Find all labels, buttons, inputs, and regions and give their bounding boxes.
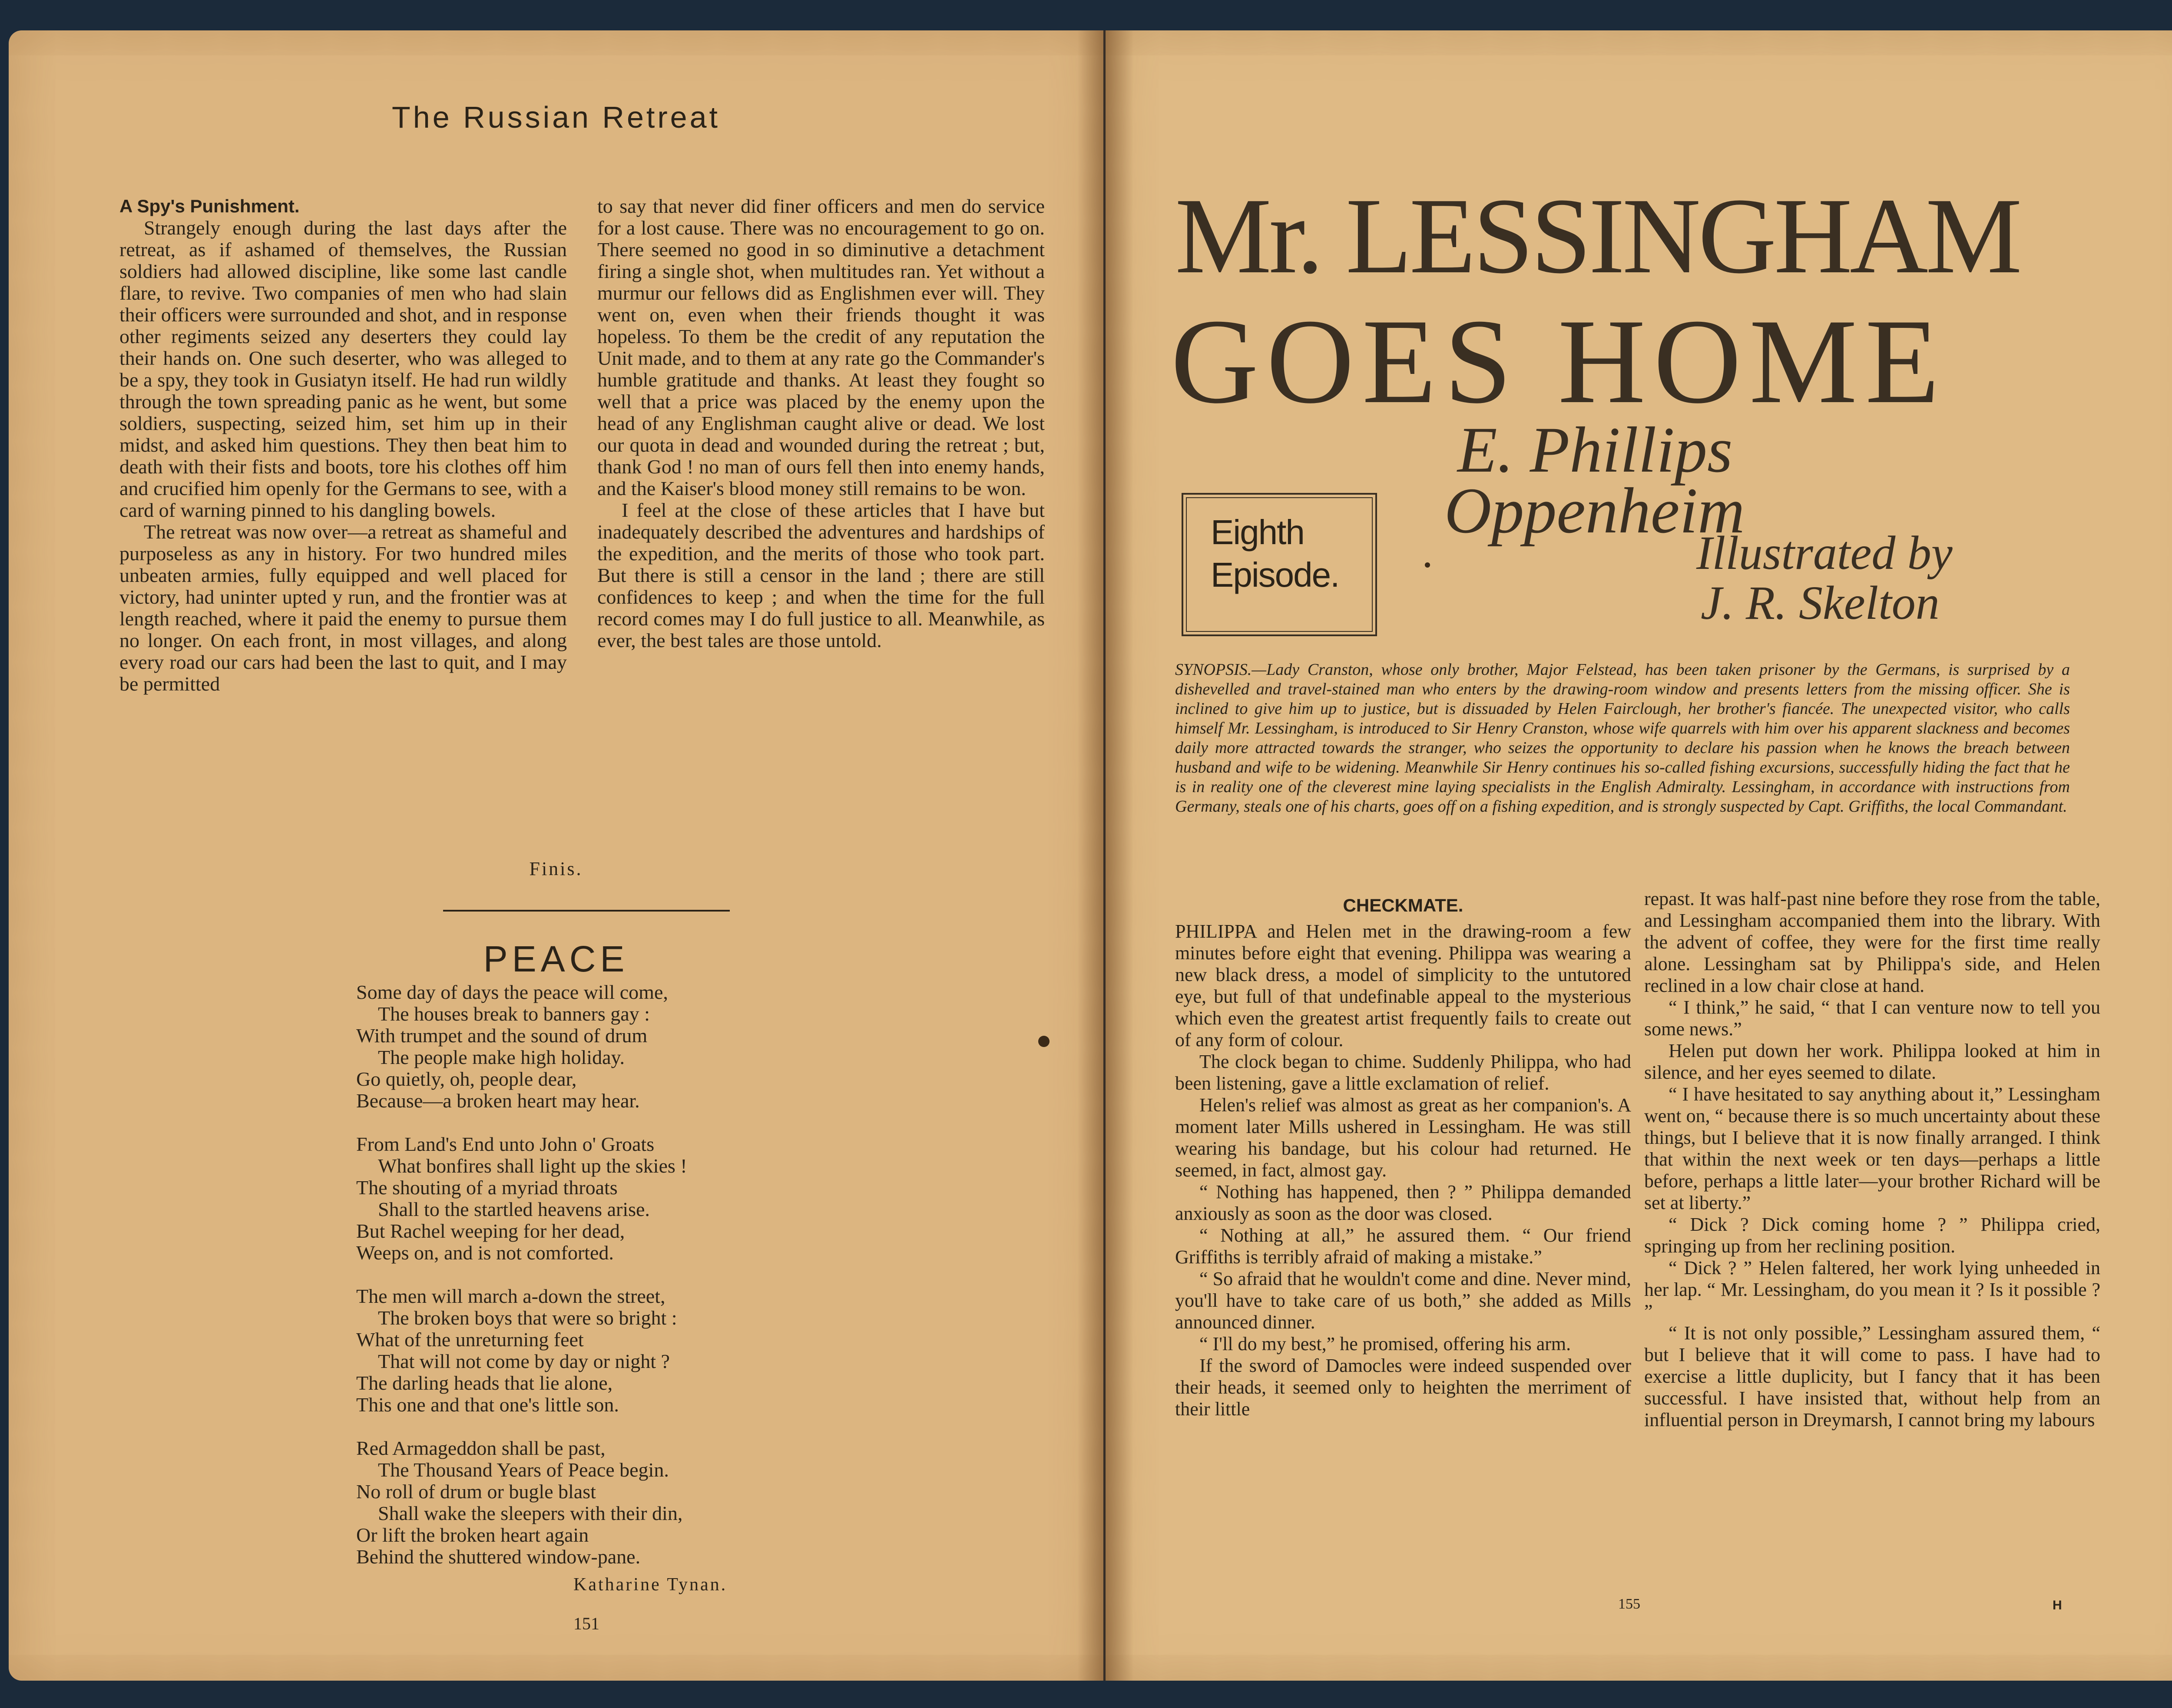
story-column-2 [1644, 888, 2100, 1431]
author-last-name: Oppenheim [1444, 475, 1745, 547]
paragraph: “ Nothing at all,” he assured them. “ Our friend Griffiths is terribly afraid of making a mistake.” [1175, 1225, 1631, 1268]
paragraph: I feel at the close of these articles that I have but inadequately described the adventures and hardships of the expedition, and the merits of those who took part. But there is still a censor in the land ; there are still confidences to keep ; and when the time for the full record comes may I do full justice to all. Meanwhile, as ever, the best tales are those untold. [597, 499, 1045, 651]
signature-mark: H [2053, 1598, 2062, 1612]
poem-author: Katharine Tynan. [573, 1575, 728, 1595]
article-column-1 [119, 195, 567, 695]
poem-line: But Rachel weeping for her dead, [356, 1220, 625, 1242]
episode-box [1182, 493, 1377, 636]
poem-line: With trumpet and the sound of drum [356, 1024, 648, 1047]
poem-line: The darling heads that lie alone, [356, 1372, 613, 1394]
poem-line: Shall to the startled heavens arise. [378, 1198, 650, 1220]
paragraph: The clock began to chime. Suddenly Philippa, who had been listening, gave a little exclamation of relief. [1175, 1051, 1631, 1094]
episode-line-1: Eighth [1211, 513, 1304, 552]
poem-line: The houses break to banners gay : [378, 1003, 650, 1025]
poem-line: What bonfires shall light up the skies ! [378, 1155, 687, 1177]
paragraph: “ Dick ? ” Helen faltered, her work lying unheeded in her lap. “ Mr. Lessingham, do you mean it ? Is it possible ? ” [1644, 1257, 2100, 1322]
poem-line: From Land's End unto John o' Groats [356, 1133, 655, 1155]
poem-line: Go quietly, oh, people dear, [356, 1068, 577, 1090]
poem-line: The people make high holiday. [378, 1046, 625, 1068]
poem-title: PEACE [483, 938, 629, 979]
poem-line: Or lift the broken heart again [356, 1524, 589, 1546]
paragraph: repast. It was half-past nine before they rose from the table, and Lessingham accompanied them into the library. With the advent of coffee, they were for the first time really alone. Lessingham sat by Philippa's side, and Helen reclined in a low chair close at hand. [1644, 888, 2100, 996]
paragraph: Helen's relief was almost as great as her companion's. A moment later Mills ushered in Lessingham. He was still wearing his bandage, but his colour had returned. He seemed, in fact, almost gay. [1175, 1094, 1631, 1181]
poem-line: The Thousand Years of Peace begin. [378, 1459, 669, 1481]
story-title-line-1: Mr. LESSINGHAM [1175, 176, 2020, 296]
paragraph: Helen put down her work. Philippa looked at him in silence, and her eyes seemed to dilate. [1644, 1040, 2100, 1083]
ink-spot [1038, 1036, 1050, 1047]
synopsis: SYNOPSIS.—Lady Cranston, whose only brother, Major Felstead, has been taken prisoner by the Germans, is surprised by a dishevelled and travel-stained man who enters by the drawing-room window and presents letters from the missing officer. She is inclined to give him up to justice, but is dissuaded by Helen Fairclough, her brother's fiancée. The unexpected visitor, who calls himself Mr. Lessingham, is introduced to Sir Henry Cranston, whose wife quarrels with him over his apparent slackness and becomes daily more attracted towards the stranger, who seizes the opportunity to declare his passion when he knows the breach between husband and wife to be widening. Meanwhile Sir Henry continues his so-called fishing excursions, successfully hiding the fact that he is in reality one of the cleverest mine laying specialists in the English Admiralty. Lessingham, in accordance with instructions from Germany, steals one of his charts, goes off on a fishing expedition, and is strongly suspected by Capt. Griffiths, the local Commandant. [1175, 661, 2070, 816]
story-title-line-2: GOES HOME [1171, 294, 1947, 429]
episode-label [1186, 497, 1373, 632]
poem-line: No roll of drum or bugle blast [356, 1480, 596, 1503]
poem-line: The men will march a-down the street, [356, 1285, 666, 1307]
poem-line: That will not come by day or night ? [378, 1350, 670, 1372]
poem-stanza [356, 1285, 687, 1416]
paragraph: to say that never did finer officers and men do service for a lost cause. There was no encouragement to go on. There seemed no good in so diminutive a detachment firing a single shot, when multitudes ran. Yet without a murmur our fellows did as Englishmen ever will. They went on, even when their friends thought it was hopeless. To them be the credit of any reputation the Unit made, and to them at any rate go the Commander's humble gratitude and thanks. At least they fought so well that a price was placed by the enemy upon the head of any Englishman caught alive or dead. We lost our quota in dead and wounded during the retreat ; but, thank God ! no man of ours fell then into enemy hands, and the Kaiser's blood money still remains to be won. [597, 195, 1045, 499]
divider-rule [443, 910, 730, 912]
paragraph: Strangely enough during the last days after the retreat, as if ashamed of themselves, the Russian soldiers had allowed discipline, like some last candle flare, to revive. Two companies of men who had slain their officers were surrounded and shot, and in response other regiments seized any deserters they could lay their hands on. One such deserter, who was alleged to be a spy, they took in Gusiatyn itself. He had run wildly through the town spreading panic as he went, but some soldiers, suspecting, seized him, set him up in their midst, and asked him questions. They then beat him to death with their fists and boots, tore his clothes off him and crucified him openly for the Germans to see, with a card of warning pinned to his dangling bowels. [119, 217, 567, 521]
poem-line: Shall wake the sleepers with their din, [378, 1502, 683, 1524]
page-number: 151 [573, 1614, 599, 1633]
poem-line: The shouting of a myriad throats [356, 1176, 618, 1199]
chapter-heading: CHECKMATE. [1343, 895, 1463, 915]
episode-line-2: Episode. [1211, 555, 1339, 594]
page-number: 155 [1618, 1596, 1640, 1612]
paragraph: “ Nothing has happened, then ? ” Philippa demanded anxiously as soon as the door was closed. [1175, 1181, 1631, 1224]
paragraph: If the sword of Damocles were indeed suspended over their heads, it seemed only to heighten the merriment of their little [1175, 1355, 1631, 1420]
poem [356, 981, 687, 1589]
poem-line: Behind the shuttered window-pane. [356, 1546, 641, 1568]
paragraph: “ It is not only possible,” Lessingham assured them, “ but I believe that it will come to pass. I have had to exercise a little duplicity, but I fancy that it has been successful. I have insisted that, without help from an influential person in Dreymarsh, I cannot bring my labours [1644, 1322, 2100, 1430]
paragraph: “ So afraid that he wouldn't come and dine. Never mind, you'll have to take care of us both,” she added as Mills announced dinner. [1175, 1268, 1631, 1333]
poem-line: The broken boys that were so bright : [378, 1307, 677, 1329]
poem-stanza [356, 981, 687, 1112]
story-column-1 [1175, 895, 1631, 1420]
paragraph: “ Dick ? Dick coming home ? ” Philippa cried, springing up from her reclining position. [1644, 1214, 2100, 1257]
finis-label: Finis. [529, 858, 583, 879]
article-column-2 [597, 195, 1045, 651]
poem-line: Red Armageddon shall be past, [356, 1437, 606, 1459]
ink-spot [1425, 562, 1430, 568]
poem-stanza [356, 1437, 687, 1568]
paragraph: The retreat was now over—a retreat as shameful and purposeless as any in history. For two hundred miles unbeaten armies, fully equipped and well placed for victory, had uninter upted y run, and the frontier was at length reached, where it paid the enemy to pursue them no longer. On each front, in most villages, and along every road our cars had been the last to quit, and I may be permitted [119, 521, 567, 695]
poem-line: Weeps on, and is not comforted. [356, 1242, 614, 1264]
paragraph: “ I have hesitated to say anything about it,” Lessingham went on, “ because there is so much uncertainty about these things, but I believe that it is now finally arranged. I think that within the next week or ten days—perhaps a little before, perhaps a little later—your brother Richard will be set at liberty.” [1644, 1084, 2100, 1213]
illustrator-name: J. R. Skelton [1701, 576, 1940, 629]
author-first-name: E. Phillips [1457, 414, 1733, 486]
poem-line: This one and that one's little son. [356, 1394, 619, 1416]
running-header: The Russian Retreat [392, 100, 720, 134]
section-title: A Spy's Punishment. [119, 196, 300, 216]
poem-stanza [356, 1133, 687, 1264]
poem-line: Some day of days the peace will come, [356, 981, 668, 1003]
paragraph: PHILIPPA and Helen met in the drawing-room a few minutes before eight that evening. Philippa was wearing a new black dress, a model of simplicity to the untutored eye, but full of that undefinable appeal to the mysterious which even the greatest artist frequently fails to create out of any form of colour. [1175, 921, 1631, 1051]
illustrated-by-label: Illustrated by [1696, 526, 1953, 579]
paragraph: “ I'll do my best,” he promised, offering his arm. [1199, 1333, 1571, 1355]
poem-line: What of the unreturning feet [356, 1328, 584, 1351]
poem-line: Because—a broken heart may hear. [356, 1090, 640, 1112]
paragraph: “ I think,” he said, “ that I can venture now to tell you some news.” [1644, 997, 2100, 1040]
